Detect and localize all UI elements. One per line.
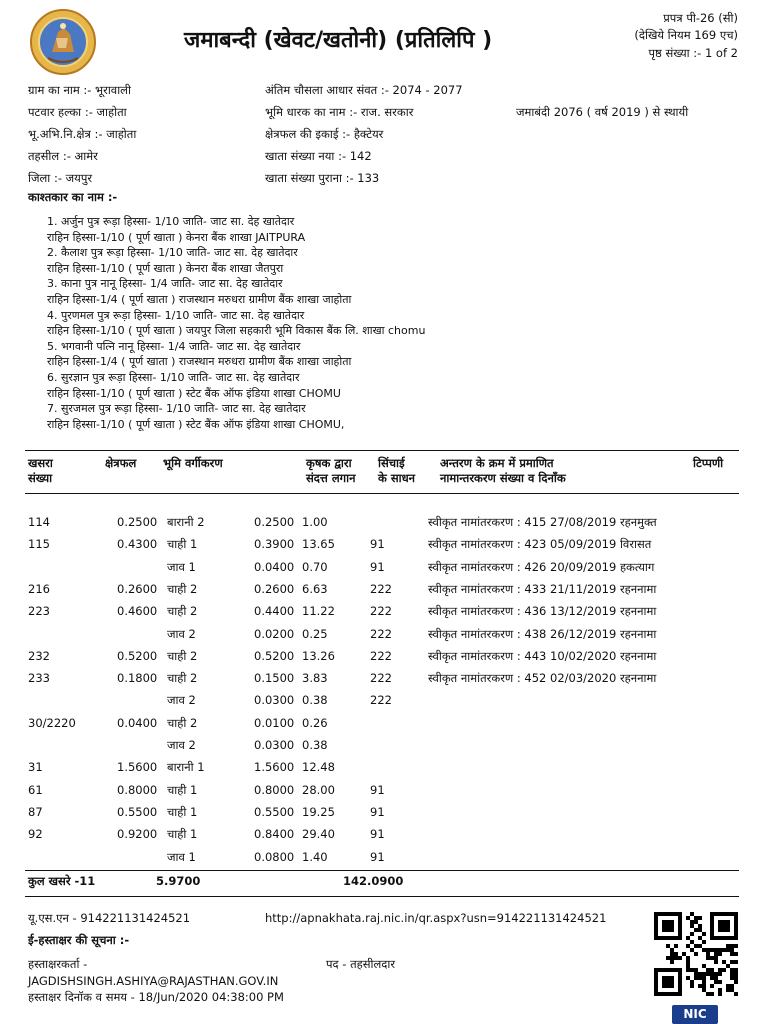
rent-cell: 0.25: [302, 626, 328, 641]
header-land-class: भूमि वर्गीकरण: [163, 456, 223, 470]
mutation-cell: स्वीकृत नामांतरकरण : 433 21/11/2019 रहननामा: [428, 581, 657, 596]
farmer-line: राहिन हिस्सा-1/10 ( पूर्ण खाता ) केनरा बैंक शाखा JAITPURA: [47, 230, 306, 244]
farmer-line: राहिन हिस्सा-1/10 ( पूर्ण खाता ) स्टेट बैंक ऑफ इंडिया शाखा CHOMU: [47, 386, 341, 400]
land-class-cell: जाव 1: [167, 559, 196, 574]
area-cell: 0.2500: [117, 515, 158, 529]
land-record-area: भू.अभि.नि.क्षेत्र :- जाहोता: [28, 127, 137, 141]
total-bottom-rule: [25, 896, 739, 897]
class-area-cell: 0.0400: [254, 559, 295, 574]
rent-cell: 0.26: [302, 715, 328, 730]
mutation-cell: स्वीकृत नामांतरकरण : 443 10/02/2020 रहननामा: [428, 648, 657, 663]
mutation-cell: स्वीकृत नामांतरकरण : 423 05/09/2019 विरासत: [428, 537, 652, 552]
total-label: कुल खसरे -11: [28, 874, 96, 888]
farmer-line: राहिन हिस्सा-1/10 ( पूर्ण खाता ) केनरा बैंक शाखा जैतपुरा: [47, 261, 284, 275]
rent-cell: 1.40: [302, 849, 328, 864]
area-cell: 0.4600: [117, 604, 158, 619]
farmer-line: 7. सुरजमल पुत्र रूड़ा हिस्सा- 1/10 जाति- जाट सा. देह खातेदार: [47, 402, 306, 416]
area-cell: 0.0400: [117, 715, 158, 730]
total-top-rule: [25, 870, 739, 871]
page-number: पृष्ठ संख्या :- 1 of 2: [648, 45, 738, 60]
nic-logo: NIC: [672, 1005, 718, 1024]
land-class-cell: जाव 2: [167, 693, 196, 708]
farmer-line: 1. अर्जुन पुत्र रूड़ा हिस्सा- 1/10 जाति- जाट सा. देह खातेदार: [47, 215, 295, 228]
signer-designation: पद - तहसीलदार: [326, 957, 396, 971]
class-area-cell: 0.0300: [254, 693, 295, 708]
land-class-cell: चाही 1: [167, 827, 198, 842]
farmer-line: राहिन हिस्सा-1/10 ( पूर्ण खाता ) स्टेट बैंक ऑफ इंडिया शाखा CHOMU,: [47, 417, 345, 431]
land-class-cell: बारानी 1: [167, 760, 205, 775]
area-cell: 0.1800: [117, 671, 158, 686]
class-area-cell: 0.3900: [254, 537, 295, 552]
farmer-line: 6. सुरज्ञान पुत्र रूड़ा हिस्सा- 1/10 जाति- जाट सा. देह खातेदार: [47, 370, 300, 384]
header-area: क्षेत्रफल: [105, 456, 137, 470]
irrigation-cell: 222: [370, 648, 392, 663]
area-cell: 0.5200: [117, 648, 158, 663]
irrigation-cell: 222: [370, 626, 392, 641]
land-class-cell: चाही 1: [167, 782, 198, 797]
district: जिला :- जयपुर: [28, 171, 93, 185]
form-number: प्रपत्र पी-26 (सी): [663, 11, 738, 25]
land-holder: भूमि धारक का नाम :- राज. सरकार: [265, 105, 414, 119]
header-khasra: खसरा संख्या: [28, 456, 53, 485]
class-area-cell: 0.1500: [254, 671, 295, 686]
rent-cell: 13.65: [302, 537, 335, 552]
land-class-cell: चाही 2: [167, 715, 198, 730]
area-cell: 0.2600: [117, 581, 158, 596]
tehsil: तहसील :- आमेर: [28, 149, 98, 163]
area-cell: 0.5500: [117, 804, 158, 819]
rent-cell: 29.40: [302, 827, 335, 842]
class-area-cell: 0.8400: [254, 827, 295, 842]
khasra-cell: 233: [28, 671, 50, 686]
header-mutation: अन्तरण के क्रम में प्रमाणित नामान्तरकरण संख्या व दिनाँक: [440, 456, 566, 485]
mutation-cell: स्वीकृत नामांतरकरण : 452 02/03/2020 रहननामा: [428, 671, 657, 686]
rent-cell: 3.83: [302, 671, 328, 686]
rent-cell: 0.38: [302, 693, 328, 708]
rent-cell: 28.00: [302, 782, 335, 797]
class-area-cell: 0.8000: [254, 782, 295, 797]
signer-email: JAGDISHSINGH.ASHIYA@RAJASTHAN.GOV.IN: [28, 974, 279, 988]
farmer-line: 4. पुरणमल पुत्र रूड़ा हिस्सा- 1/10 जाति- जाट सा. देह खातेदार: [47, 308, 305, 322]
khata-old: खाता संख्या पुराना :- 133: [265, 171, 380, 185]
mutation-cell: स्वीकृत नामांतरकरण : 436 13/12/2019 रहननामा: [428, 604, 657, 619]
signer-label: हस्ताक्षरकर्ता -: [28, 957, 88, 971]
land-class-cell: चाही 2: [167, 648, 198, 663]
header-remarks: टिप्पणी: [693, 456, 724, 470]
irrigation-cell: 91: [370, 849, 385, 864]
class-area-cell: 0.2500: [254, 515, 295, 529]
khasra-cell: 31: [28, 760, 43, 775]
land-class-cell: जाव 2: [167, 738, 196, 752]
rent-cell: 1.00: [302, 515, 328, 529]
class-area-cell: 0.0300: [254, 738, 295, 752]
land-class-cell: चाही 2: [167, 604, 198, 619]
mutation-cell: स्वीकृत नामांतरकरण : 426 20/09/2019 हकत्याग: [428, 559, 655, 574]
village-name: ग्राम का नाम :- भूरावाली: [28, 83, 131, 97]
khasra-cell: 115: [28, 537, 50, 552]
khasra-cell: 61: [28, 782, 43, 797]
class-area-cell: 0.5200: [254, 648, 295, 663]
rule-reference: (देखिये नियम 169 एच): [634, 28, 738, 43]
land-class-cell: चाही 1: [167, 537, 198, 552]
rent-cell: 0.38: [302, 738, 328, 752]
land-class-cell: जाव 2: [167, 626, 196, 641]
land-class-cell: बारानी 2: [167, 515, 205, 529]
khasra-cell: 30/2220: [28, 715, 76, 730]
class-area-cell: 0.5500: [254, 804, 295, 819]
irrigation-cell: 222: [370, 581, 392, 596]
farmers-heading: काश्तकार का नाम :-: [28, 190, 118, 204]
khasra-cell: 223: [28, 604, 50, 619]
class-area-cell: 0.0100: [254, 715, 295, 730]
verification-url[interactable]: http://apnakhata.raj.nic.in/qr.aspx?usn=914221131424521: [265, 911, 607, 925]
land-class-cell: चाही 1: [167, 804, 198, 819]
khasra-cell: 114: [28, 515, 50, 529]
farmer-line: राहिन हिस्सा-1/4 ( पूर्ण खाता ) राजस्थान मरुधरा ग्रामीण बैंक शाखा जाहोता: [47, 292, 352, 306]
patwar-halka: पटवार हल्का :- जाहोता: [28, 105, 127, 119]
total-rent: 142.0900: [343, 874, 404, 888]
rent-cell: 13.26: [302, 648, 335, 663]
farmer-line: 2. कैलाश पुत्र रूड़ा हिस्सा- 1/10 जाति- जाट सा. देह खातेदार: [47, 246, 298, 260]
irrigation-cell: 222: [370, 693, 392, 708]
rent-cell: 19.25: [302, 804, 335, 819]
rent-cell: 11.22: [302, 604, 335, 619]
class-area-cell: 1.5600: [254, 760, 295, 775]
area-cell: 0.8000: [117, 782, 158, 797]
qr-code-icon: [654, 912, 738, 996]
class-area-cell: 0.0200: [254, 626, 295, 641]
page-title: जमाबन्दी (खेवट/खतोनी) (प्रतिलिपि ): [184, 28, 493, 53]
farmer-line: राहिन हिस्सा-1/10 ( पूर्ण खाता ) जयपुर जिला सहकारी भूमि विकास बैंक लि. शाखा chomu: [47, 324, 426, 338]
farmer-line: 3. काना पुत्र नानू हिस्सा- 1/4 जाति- जाट सा. देह खातेदार: [47, 277, 283, 291]
khasra-cell: 232: [28, 648, 50, 663]
area-cell: 1.5600: [117, 760, 158, 775]
mutation-cell: स्वीकृत नामांतरकरण : 415 27/08/2019 रहनमुक्त: [428, 515, 657, 529]
area-cell: 0.4300: [117, 537, 158, 552]
base-year: अंतिम चौसला आधार संवत :- 2074 - 2077: [265, 83, 463, 97]
khasra-cell: 92: [28, 827, 43, 842]
class-area-cell: 0.4400: [254, 604, 295, 619]
khasra-cell: 216: [28, 581, 50, 596]
sign-datetime: हस्ताक्षर दिनॉक व समय - 18/Jun/2020 04:38:00 PM: [28, 990, 284, 1004]
irrigation-cell: 222: [370, 604, 392, 619]
esign-heading: ई-हस्ताक्षर की सूचना :-: [28, 933, 130, 947]
khata-new: खाता संख्या नया :- 142: [265, 149, 372, 163]
land-class-cell: चाही 2: [167, 671, 198, 686]
class-area-cell: 0.0800: [254, 849, 295, 864]
land-class-cell: चाही 2: [167, 581, 198, 596]
mutation-cell: स्वीकृत नामांतरकरण : 438 26/12/2019 रहननामा: [428, 626, 657, 641]
irrigation-cell: 91: [370, 537, 385, 552]
farmer-line: 5. भगवानी पत्नि नानू हिस्सा- 1/4 जाति- जाट सा. देह खातेदार: [47, 339, 301, 353]
area-unit: क्षेत्रफल की इकाई :- हैक्टेयर: [265, 127, 384, 141]
irrigation-cell: 91: [370, 827, 385, 842]
irrigation-cell: 91: [370, 804, 385, 819]
irrigation-cell: 91: [370, 559, 385, 574]
total-area: 5.9700: [156, 874, 201, 888]
usn-number: यू.एस.एन - 914221131424521: [28, 911, 191, 925]
khasra-cell: 87: [28, 804, 43, 819]
rent-cell: 12.48: [302, 760, 335, 775]
land-class-cell: जाव 1: [167, 849, 196, 864]
class-area-cell: 0.2600: [254, 581, 295, 596]
rent-cell: 0.70: [302, 559, 328, 574]
header-rent: कृषक द्वारा संदत्त लगान: [306, 456, 356, 485]
irrigation-cell: 91: [370, 782, 385, 797]
farmer-line: राहिन हिस्सा-1/4 ( पूर्ण खाता ) राजस्थान मरुधरा ग्रामीण बैंक शाखा जाहोता: [47, 355, 352, 369]
jamabandi-year: जमाबंदी 2076 ( वर्ष 2019 ) से स्थायी: [516, 105, 689, 119]
header-irrigation: सिंचाई के साधन: [378, 456, 416, 485]
area-cell: 0.9200: [117, 827, 158, 842]
irrigation-cell: 222: [370, 671, 392, 686]
rent-cell: 6.63: [302, 581, 328, 596]
